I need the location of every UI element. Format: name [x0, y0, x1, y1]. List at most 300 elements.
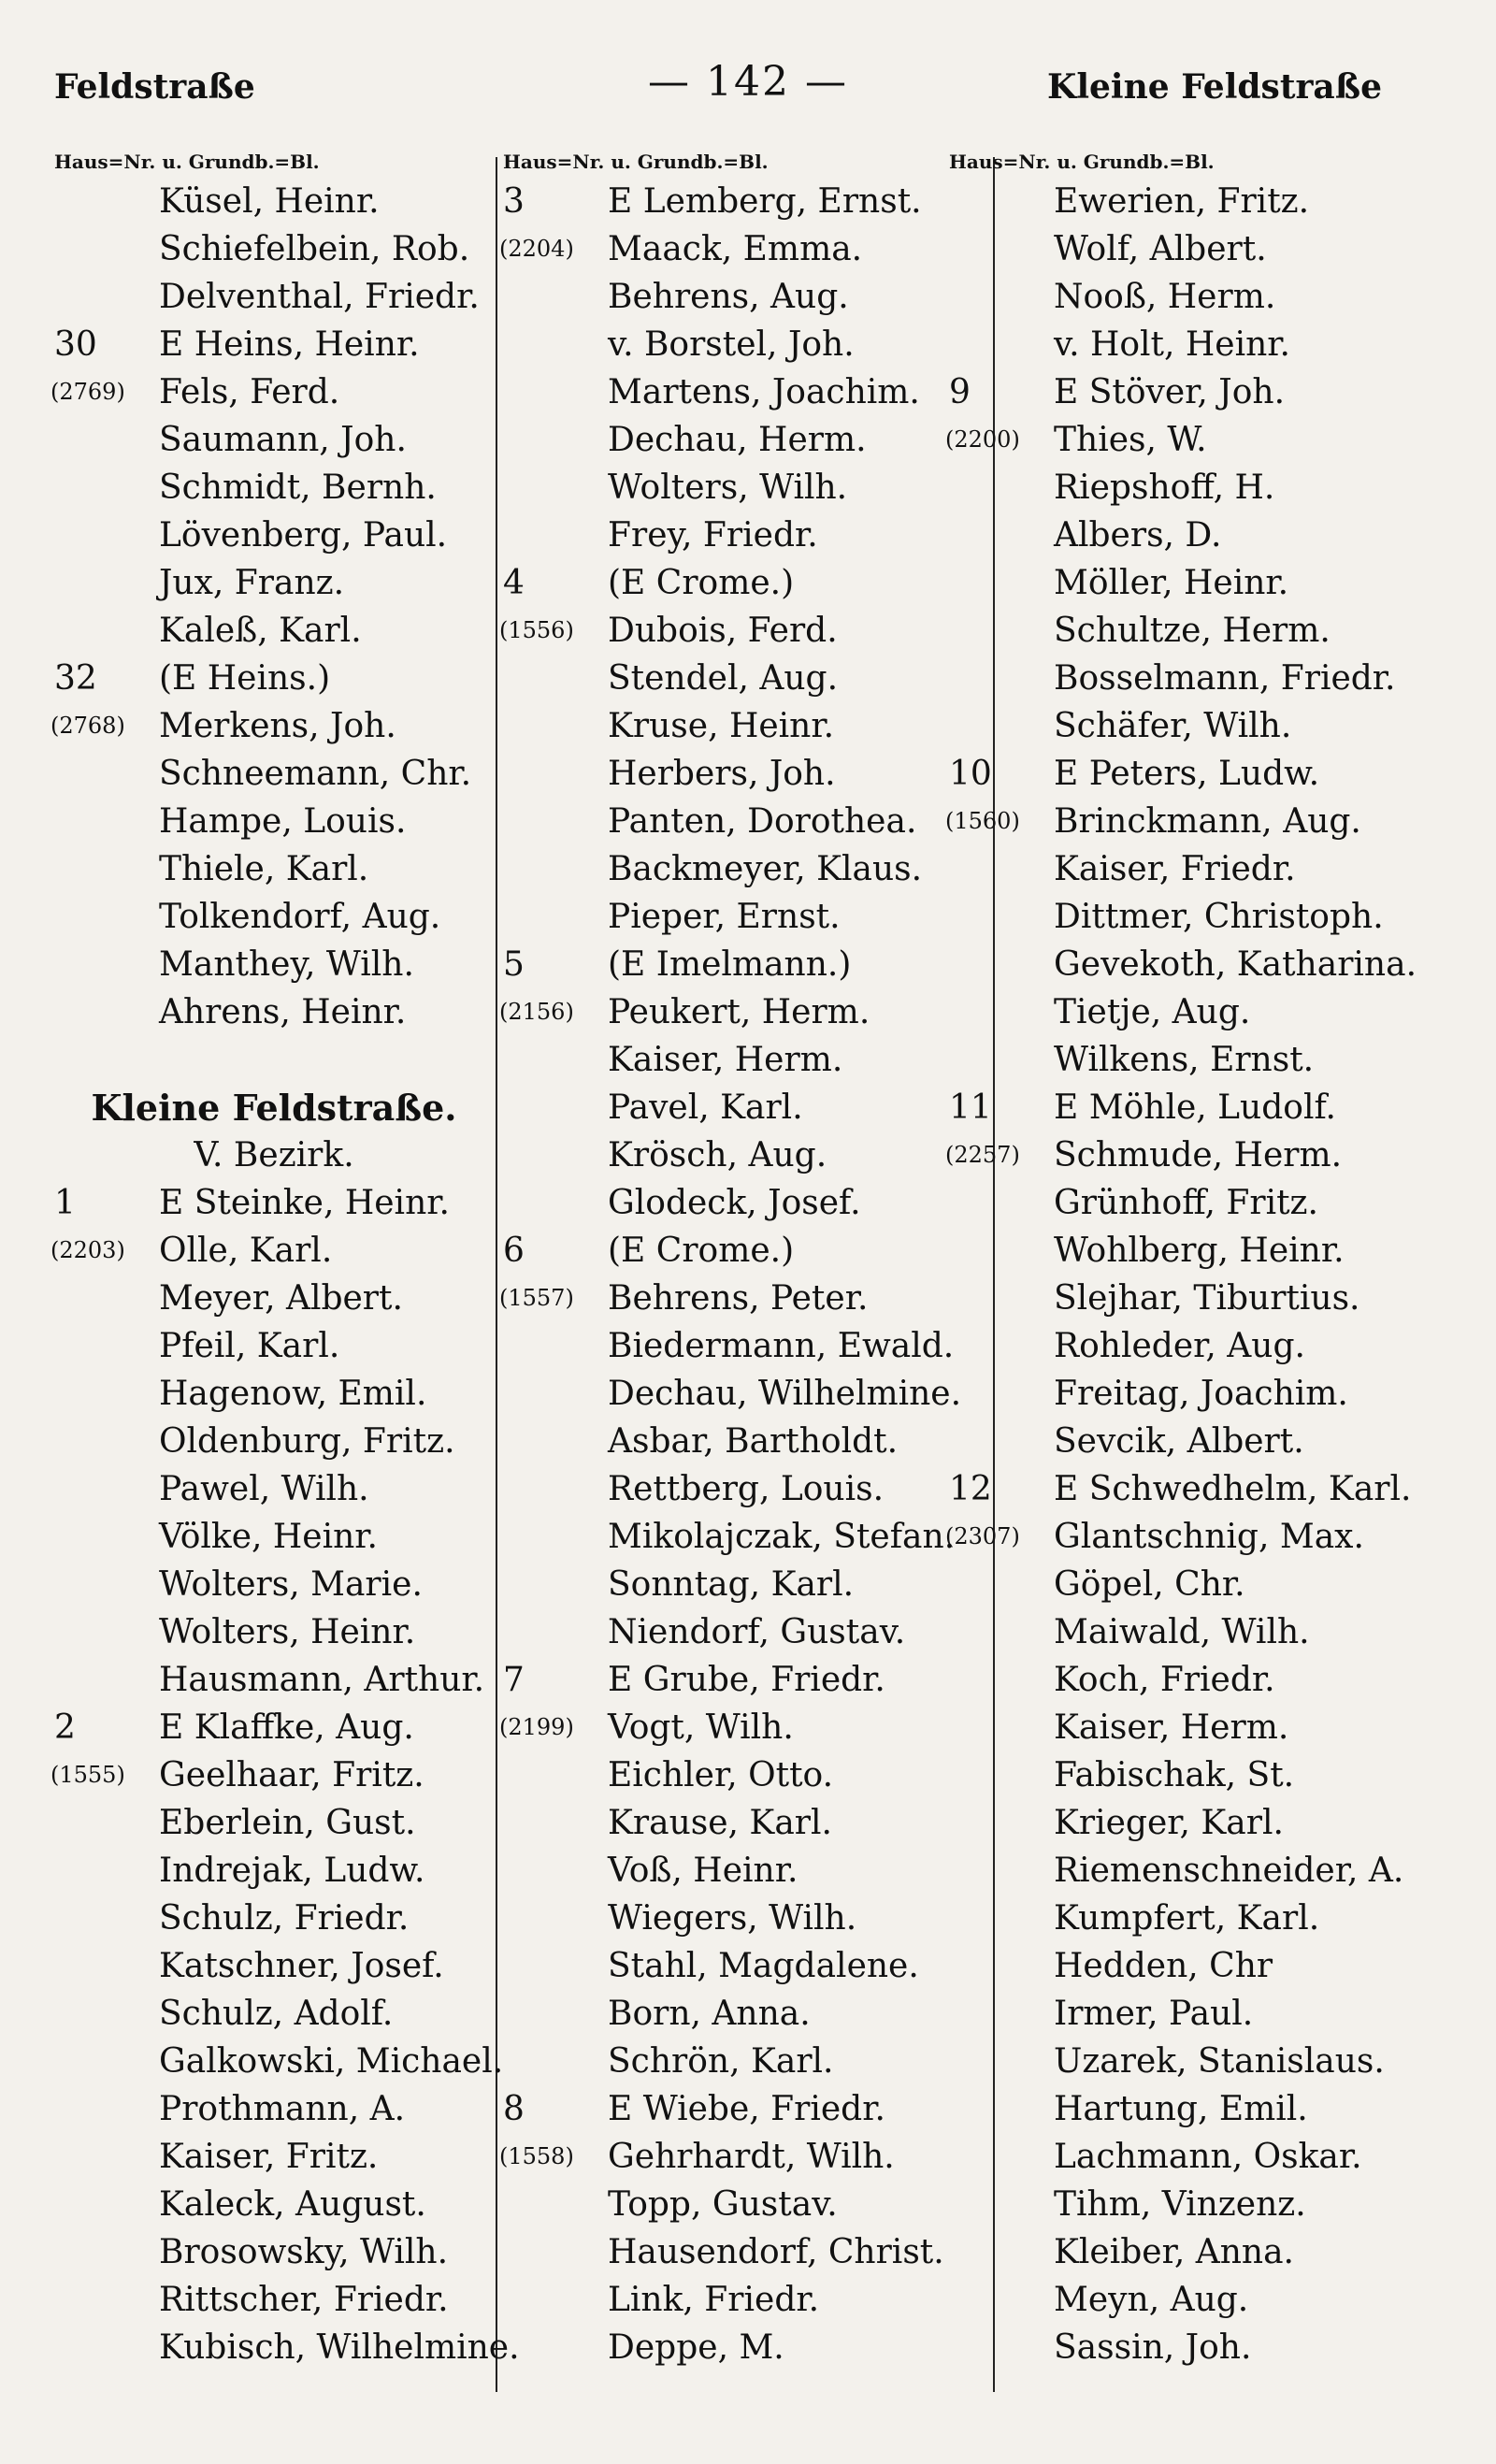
page-number: — 142 — — [648, 58, 848, 106]
resident-name: Martens, Joachim. — [608, 373, 920, 411]
resident-entry — [54, 988, 494, 1036]
resident-name: Tihm, Vinzenz. — [1054, 2185, 1306, 2224]
register-entry — [499, 2133, 971, 2181]
resident-entry — [503, 1418, 971, 1465]
house-entry — [503, 1227, 971, 1275]
register-entry — [945, 1513, 1435, 1561]
resident-name: Behrens, Peter. — [608, 1279, 869, 1318]
register-number: (2204) — [499, 236, 574, 262]
resident-name: Schiefelbein, Rob. — [159, 230, 470, 268]
resident-entry — [949, 845, 1435, 893]
resident-name: Krösch, Aug. — [608, 1136, 827, 1174]
register-number: (1560) — [945, 808, 1020, 834]
resident-name: Sonntag, Karl. — [608, 1565, 855, 1604]
house-number: 9 — [949, 373, 971, 411]
resident-name: Riepshoff, H. — [1054, 468, 1275, 507]
resident-entry — [54, 559, 494, 607]
resident-entry — [503, 1131, 971, 1179]
resident-entry — [949, 225, 1435, 273]
resident-name: Saumann, Joh. — [159, 421, 407, 459]
resident-entry — [54, 416, 494, 464]
resident-entry — [503, 798, 971, 845]
resident-name: Freitag, Joachim. — [1054, 1375, 1348, 1413]
house-number: 2 — [54, 1708, 76, 1747]
resident-name: Tietje, Aug. — [1054, 993, 1251, 1031]
resident-entry — [54, 178, 494, 225]
resident-name: Schrön, Karl. — [608, 2042, 834, 2081]
resident-name: Schäfer, Wilh. — [1054, 707, 1292, 745]
resident-name: Hampe, Louis. — [159, 802, 407, 841]
house-number: 4 — [503, 564, 525, 602]
register-number: (2768) — [50, 713, 125, 739]
resident-name: Peukert, Herm. — [608, 993, 870, 1031]
resident-name: E Peters, Ludw. — [1054, 755, 1320, 793]
register-entry — [945, 416, 1435, 464]
resident-entry — [503, 893, 971, 941]
resident-entry — [503, 2228, 971, 2276]
resident-entry — [949, 1799, 1435, 1847]
resident-name: Maiwald, Wilh. — [1054, 1613, 1310, 1651]
resident-name: Jux, Franz. — [159, 564, 345, 602]
house-number: 32 — [54, 659, 97, 698]
resident-name: Dittmer, Christoph. — [1054, 898, 1384, 936]
house-number: 30 — [54, 325, 97, 364]
resident-name: Krieger, Karl. — [1054, 1804, 1284, 1842]
resident-name: Rohleder, Aug. — [1054, 1327, 1305, 1365]
resident-name: Mikolajczak, Stefan. — [608, 1518, 956, 1556]
street-heading: Kleine Feldstraße. — [91, 1087, 457, 1129]
resident-entry — [503, 1990, 971, 2038]
register-entry — [945, 798, 1435, 845]
resident-entry — [503, 1036, 971, 1084]
resident-name: Brosowsky, Wilh. — [159, 2233, 449, 2271]
house-entry — [503, 1656, 971, 1704]
resident-name: Oldenburg, Fritz. — [159, 1422, 455, 1461]
house-entry — [949, 368, 1435, 416]
resident-name: Hagenow, Emil. — [159, 1375, 427, 1413]
resident-name: Fabischak, St. — [1054, 1756, 1295, 1794]
resident-name: Kleiber, Anna. — [1054, 2233, 1294, 2271]
resident-entry — [503, 1322, 971, 1370]
resident-name: Wolters, Heinr. — [159, 1613, 416, 1651]
resident-entry — [503, 416, 971, 464]
resident-name: Panten, Dorothea. — [608, 802, 917, 841]
resident-name: Göpel, Chr. — [1054, 1565, 1245, 1604]
resident-entry — [54, 464, 494, 512]
resident-entry — [949, 464, 1435, 512]
resident-entry — [54, 1418, 494, 1465]
resident-entry — [54, 798, 494, 845]
resident-name: Topp, Gustav. — [608, 2185, 838, 2224]
resident-name: Indrejak, Ludw. — [159, 1852, 425, 1890]
resident-entry — [54, 2228, 494, 2276]
resident-entry — [949, 607, 1435, 655]
resident-entry — [503, 1847, 971, 1895]
resident-entry — [949, 1656, 1435, 1704]
resident-name: Kaleß, Karl. — [159, 612, 362, 650]
resident-name: Asbar, Bartholdt. — [608, 1422, 899, 1461]
resident-name: Wolf, Albert. — [1054, 230, 1267, 268]
house-entry — [54, 655, 494, 702]
resident-name: Völke, Heinr. — [159, 1518, 378, 1556]
resident-entry — [54, 1561, 494, 1608]
column-3 — [945, 151, 1435, 2371]
resident-name: Slejhar, Tiburtius. — [1054, 1279, 1360, 1318]
house-entry — [54, 321, 494, 368]
column-1 — [50, 151, 520, 2371]
resident-entry — [503, 2038, 971, 2085]
register-entry — [499, 1704, 971, 1751]
resident-name: Stahl, Magdalene. — [608, 1947, 919, 1985]
house-number: 11 — [949, 1088, 992, 1127]
resident-entry — [54, 1370, 494, 1418]
register-entry — [50, 702, 494, 750]
resident-name: Behrens, Aug. — [608, 278, 849, 316]
resident-name: E Stöver, Joh. — [1054, 373, 1286, 411]
resident-name: Voß, Heinr. — [608, 1852, 798, 1890]
resident-name: Kaiser, Fritz. — [159, 2138, 379, 2176]
resident-name: Bosselmann, Friedr. — [1054, 659, 1396, 698]
resident-entry — [503, 1084, 971, 1131]
resident-name: Fels, Ferd. — [159, 373, 340, 411]
house-number: 10 — [949, 755, 992, 793]
resident-entry — [949, 2324, 1435, 2371]
resident-entry — [949, 2181, 1435, 2228]
resident-entry — [949, 1322, 1435, 1370]
register-entry — [50, 368, 494, 416]
resident-name: Delventhal, Friedr. — [159, 278, 480, 316]
resident-entry — [949, 1751, 1435, 1799]
house-number: 5 — [503, 945, 525, 984]
resident-name: Backmeyer, Klaus. — [608, 850, 923, 888]
resident-entry — [54, 893, 494, 941]
column-header: Haus=Nr. u. Grundb.=Bl. — [949, 151, 1215, 173]
register-number: (1557) — [499, 1285, 574, 1311]
resident-entry — [54, 273, 494, 321]
register-number: (1556) — [499, 617, 574, 643]
resident-entry — [54, 1799, 494, 1847]
register-number: (2257) — [945, 1142, 1020, 1168]
resident-name: v. Borstel, Joh. — [608, 325, 855, 364]
resident-entry — [949, 1990, 1435, 2038]
resident-entry — [503, 464, 971, 512]
resident-name: Rettberg, Louis. — [608, 1470, 885, 1508]
resident-entry — [949, 1704, 1435, 1751]
resident-entry — [949, 941, 1435, 988]
resident-entry — [949, 1942, 1435, 1990]
resident-entry — [949, 321, 1435, 368]
resident-entry — [54, 1608, 494, 1656]
resident-name: Lövenberg, Paul. — [159, 516, 448, 555]
running-head-left: Feldstraße — [54, 67, 255, 107]
register-entry — [499, 1275, 971, 1322]
house-number: 8 — [503, 2090, 525, 2128]
resident-name: Küsel, Heinr. — [159, 182, 380, 221]
resident-name: (E Imelmann.) — [608, 945, 852, 984]
resident-entry — [949, 559, 1435, 607]
resident-entry — [503, 273, 971, 321]
resident-name: Vogt, Wilh. — [608, 1708, 794, 1747]
resident-entry — [54, 607, 494, 655]
resident-name: (E Crome.) — [608, 1232, 795, 1270]
resident-name: Hausendorf, Christ. — [608, 2233, 944, 2271]
resident-name: Kaiser, Friedr. — [1054, 850, 1296, 888]
resident-entry — [949, 988, 1435, 1036]
resident-entry — [949, 893, 1435, 941]
resident-name: Schulz, Adolf. — [159, 1995, 394, 2033]
resident-name: Nooß, Herm. — [1054, 278, 1276, 316]
resident-entry — [949, 1227, 1435, 1275]
resident-name: Wohlberg, Heinr. — [1054, 1232, 1345, 1270]
register-number: (2200) — [945, 426, 1020, 453]
resident-name: Merkens, Joh. — [159, 707, 396, 745]
resident-entry — [949, 512, 1435, 559]
resident-entry — [54, 1322, 494, 1370]
register-number: (2156) — [499, 999, 574, 1025]
resident-name: Thiele, Karl. — [159, 850, 369, 888]
resident-name: Glodeck, Josef. — [608, 1184, 861, 1222]
resident-name: Kruse, Heinr. — [608, 707, 835, 745]
house-entry — [503, 559, 971, 607]
resident-name: Galkowski, Michael. — [159, 2042, 504, 2081]
resident-entry — [949, 2276, 1435, 2324]
resident-name: Hausmann, Arthur. — [159, 1661, 485, 1699]
resident-entry — [503, 2276, 971, 2324]
house-number: 6 — [503, 1232, 525, 1270]
resident-name: Kubisch, Wilhelmine. — [159, 2328, 520, 2367]
house-entry — [54, 1704, 494, 1751]
resident-name: Schmidt, Bernh. — [159, 468, 437, 507]
column-2 — [499, 151, 971, 2371]
resident-entry — [949, 1179, 1435, 1227]
resident-entry — [503, 512, 971, 559]
resident-name: Prothmann, A. — [159, 2090, 406, 2128]
resident-entry — [503, 2324, 971, 2371]
register-number: (2769) — [50, 379, 125, 405]
resident-entry — [503, 1561, 971, 1608]
resident-name: Sassin, Joh. — [1054, 2328, 1252, 2367]
register-entry — [50, 1227, 494, 1275]
resident-name: Schulz, Friedr. — [159, 1899, 410, 1938]
resident-name: Meyn, Aug. — [1054, 2281, 1249, 2319]
resident-name: Rittscher, Friedr. — [159, 2281, 449, 2319]
resident-entry — [54, 1513, 494, 1561]
resident-name: Schneemann, Chr. — [159, 755, 472, 793]
house-number: 1 — [54, 1184, 76, 1222]
resident-entry — [503, 1370, 971, 1418]
resident-entry — [54, 1656, 494, 1704]
resident-name: Schultze, Herm. — [1054, 612, 1331, 650]
spacer — [54, 1036, 494, 1084]
resident-name: Kaiser, Herm. — [1054, 1708, 1289, 1747]
resident-entry — [503, 1465, 971, 1513]
resident-entry — [54, 845, 494, 893]
resident-name: Frey, Friedr. — [608, 516, 818, 555]
resident-entry — [503, 1179, 971, 1227]
resident-name: E Steinke, Heinr. — [159, 1184, 450, 1222]
resident-entry — [503, 2181, 971, 2228]
resident-name: (E Heins.) — [159, 659, 331, 698]
resident-entry — [503, 1942, 971, 1990]
resident-entry — [503, 655, 971, 702]
resident-entry — [54, 2324, 520, 2371]
register-entry — [50, 1751, 494, 1799]
resident-entry — [503, 1608, 971, 1656]
resident-name: Möller, Heinr. — [1054, 564, 1289, 602]
house-number: 12 — [949, 1470, 992, 1508]
resident-entry — [949, 2228, 1435, 2276]
house-number: 3 — [503, 182, 525, 221]
resident-name: Eichler, Otto. — [608, 1756, 834, 1794]
house-entry — [949, 1084, 1435, 1131]
resident-name: Olle, Karl. — [159, 1232, 333, 1270]
register-entry — [499, 988, 971, 1036]
resident-name: Ewerien, Fritz. — [1054, 182, 1310, 221]
resident-name: Dechau, Herm. — [608, 421, 867, 459]
resident-name: Koch, Friedr. — [1054, 1661, 1275, 1699]
resident-entry — [54, 2181, 494, 2228]
resident-name: E Möhle, Ludolf. — [1054, 1088, 1336, 1127]
resident-entry — [949, 273, 1435, 321]
resident-entry — [54, 2276, 494, 2324]
resident-entry — [54, 1942, 494, 1990]
resident-entry — [54, 2085, 494, 2133]
resident-name: Katschner, Josef. — [159, 1947, 444, 1985]
resident-name: Sevcik, Albert. — [1054, 1422, 1304, 1461]
resident-name: E Heins, Heinr. — [159, 325, 420, 364]
resident-entry — [949, 178, 1435, 225]
resident-name: Eberlein, Gust. — [159, 1804, 416, 1842]
resident-entry — [503, 1513, 971, 1561]
resident-name: Niendorf, Gustav. — [608, 1613, 906, 1651]
resident-name: Krause, Karl. — [608, 1804, 832, 1842]
resident-name: Maack, Emma. — [608, 230, 863, 268]
resident-entry — [54, 1275, 494, 1322]
resident-name: Ahrens, Heinr. — [159, 993, 407, 1031]
resident-name: Brinckmann, Aug. — [1054, 802, 1361, 841]
resident-name: Riemenschneider, A. — [1054, 1852, 1404, 1890]
resident-entry — [503, 1751, 971, 1799]
resident-name: v. Holt, Heinr. — [1054, 325, 1290, 364]
resident-entry — [503, 1799, 971, 1847]
resident-entry — [949, 2133, 1435, 2181]
resident-entry — [54, 1895, 494, 1942]
resident-name: Born, Anna. — [608, 1995, 811, 2033]
resident-entry — [949, 1275, 1435, 1322]
resident-entry — [949, 1418, 1435, 1465]
column-header: Haus=Nr. u. Grundb.=Bl. — [503, 151, 769, 173]
resident-entry — [503, 702, 971, 750]
resident-name: Tolkendorf, Aug. — [159, 898, 441, 936]
resident-name: Glantschnig, Max. — [1054, 1518, 1364, 1556]
resident-name: Schmude, Herm. — [1054, 1136, 1343, 1174]
resident-name: Kaleck, August. — [159, 2185, 426, 2224]
resident-entry — [54, 225, 494, 273]
resident-entry — [949, 1036, 1435, 1084]
district-label: V. Bezirk. — [194, 1136, 354, 1174]
resident-name: Manthey, Wilh. — [159, 945, 414, 984]
resident-name: Pfeil, Karl. — [159, 1327, 340, 1365]
register-entry — [499, 225, 971, 273]
resident-name: Kaiser, Herm. — [608, 1041, 843, 1079]
house-entry — [503, 178, 971, 225]
house-entry — [949, 750, 1435, 798]
house-entry — [503, 2085, 971, 2133]
resident-entry — [54, 941, 494, 988]
resident-name: E Wiebe, Friedr. — [608, 2090, 885, 2128]
register-entry — [945, 1131, 1435, 1179]
house-number: 7 — [503, 1661, 525, 1699]
resident-name: Lachmann, Oskar. — [1054, 2138, 1362, 2176]
resident-entry — [54, 512, 494, 559]
resident-name: Pawel, Wilh. — [159, 1470, 369, 1508]
resident-name: E Lemberg, Ernst. — [608, 182, 922, 221]
resident-entry — [503, 368, 971, 416]
resident-name: Gevekoth, Katharina. — [1054, 945, 1417, 984]
resident-name: Thies, W. — [1054, 421, 1207, 459]
resident-entry — [949, 2085, 1435, 2133]
register-number: (2307) — [945, 1523, 1020, 1549]
resident-entry — [54, 1847, 494, 1895]
resident-entry — [54, 750, 494, 798]
resident-name: Biedermann, Ewald. — [608, 1327, 955, 1365]
resident-name: Stendel, Aug. — [608, 659, 839, 698]
resident-name: Pieper, Ernst. — [608, 898, 841, 936]
running-head-right: Kleine Feldstraße — [1047, 67, 1382, 107]
resident-name: E Grube, Friedr. — [608, 1661, 885, 1699]
register-number: (1555) — [50, 1762, 125, 1788]
resident-entry — [54, 1990, 494, 2038]
resident-name: Pavel, Karl. — [608, 1088, 803, 1127]
resident-name: Wolters, Wilh. — [608, 468, 848, 507]
resident-entry — [949, 655, 1435, 702]
resident-name: E Schwedhelm, Karl. — [1054, 1470, 1412, 1508]
resident-entry — [949, 1847, 1435, 1895]
resident-name: Albers, D. — [1054, 516, 1222, 555]
resident-entry — [949, 1561, 1435, 1608]
resident-name: Hedden, Chr — [1054, 1947, 1273, 1985]
resident-entry — [949, 702, 1435, 750]
resident-entry — [54, 2038, 504, 2085]
resident-entry — [949, 1895, 1435, 1942]
resident-name: Dechau, Wilhelmine. — [608, 1375, 962, 1413]
resident-name: Dubois, Ferd. — [608, 612, 838, 650]
resident-name: E Klaffke, Aug. — [159, 1708, 414, 1747]
resident-entry — [503, 1895, 971, 1942]
house-entry — [949, 1465, 1435, 1513]
resident-name: Geelhaar, Fritz. — [159, 1756, 424, 1794]
resident-name: (E Crome.) — [608, 564, 795, 602]
resident-name: Gehrhardt, Wilh. — [608, 2138, 895, 2176]
resident-name: Meyer, Albert. — [159, 1279, 403, 1318]
resident-name: Wolters, Marie. — [159, 1565, 423, 1604]
resident-entry — [949, 2038, 1435, 2085]
register-number: (1558) — [499, 2143, 574, 2169]
resident-name: Wiegers, Wilh. — [608, 1899, 857, 1938]
column-header: Haus=Nr. u. Grundb.=Bl. — [54, 151, 320, 173]
resident-name: Herbers, Joh. — [608, 755, 836, 793]
resident-entry — [949, 1370, 1435, 1418]
resident-name: Grünhoff, Fritz. — [1054, 1184, 1318, 1222]
resident-name: Hartung, Emil. — [1054, 2090, 1308, 2128]
register-number: (2199) — [499, 1714, 574, 1740]
resident-name: Link, Friedr. — [608, 2281, 820, 2319]
house-entry — [503, 941, 971, 988]
resident-name: Deppe, M. — [608, 2328, 784, 2367]
resident-name: Wilkens, Ernst. — [1054, 1041, 1315, 1079]
resident-entry — [54, 2133, 494, 2181]
resident-name: Kumpfert, Karl. — [1054, 1899, 1320, 1938]
